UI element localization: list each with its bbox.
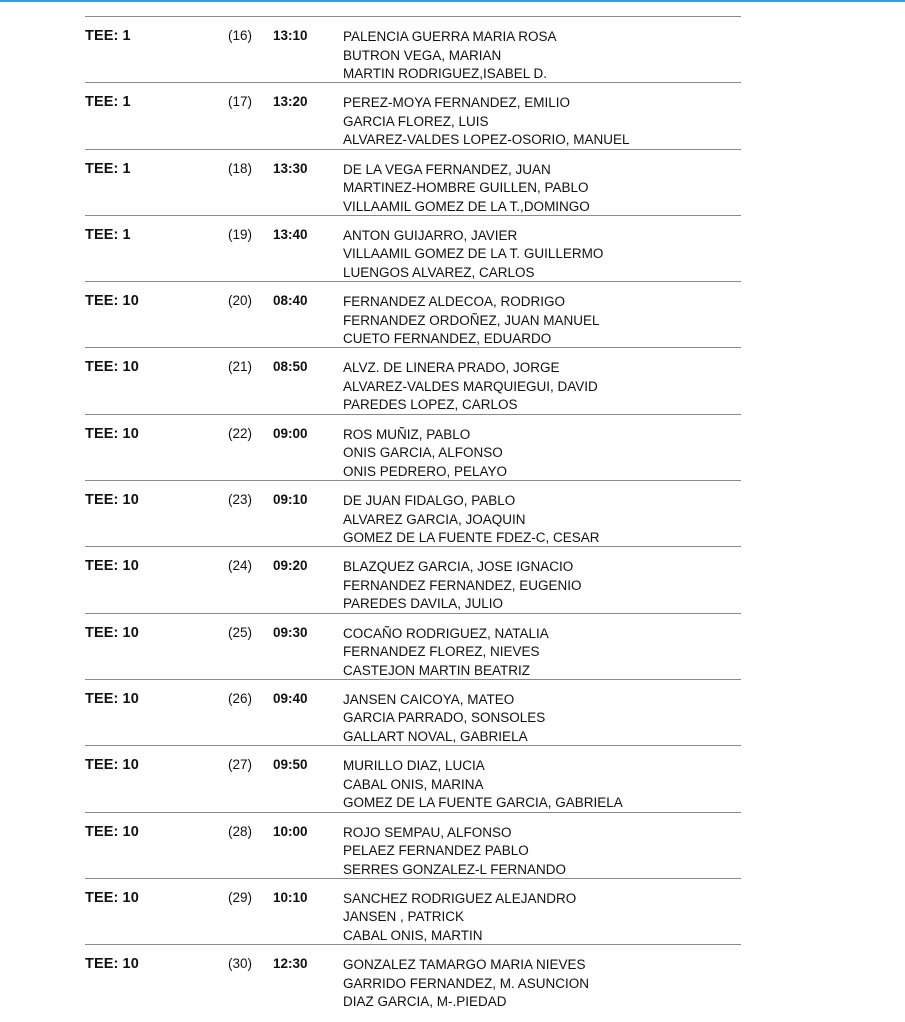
player-name: PALENCIA GUERRA MARIA ROSA <box>343 29 557 44</box>
player-name: ONIS PEDRERO, PELAYO <box>343 463 508 479</box>
table-row <box>85 879 741 945</box>
tee-label: TEE: 10 <box>85 823 139 840</box>
tee-time: 09:30 <box>273 624 308 640</box>
group-number: (24) <box>228 558 253 574</box>
player-name: VILLAAMIL GOMEZ DE LA T.,DOMINGO <box>343 198 590 214</box>
table-row <box>85 282 741 348</box>
table-row <box>85 746 741 812</box>
player-name: PEREZ-MOYA FERNANDEZ, EMILIO <box>343 95 571 111</box>
player-name: JANSEN , PATRICK <box>343 909 465 925</box>
player-name: ROJO SEMPAU, ALFONSO <box>343 824 512 840</box>
tee-label: TEE: 1 <box>85 160 131 177</box>
player-name: DE LA VEGA FERNANDEZ, JUAN <box>343 161 551 177</box>
player-list <box>343 757 623 813</box>
tee-label: TEE: 1 <box>85 226 131 243</box>
tee-label: TEE: 10 <box>85 293 139 310</box>
player-list <box>343 293 600 349</box>
player-name: MURILLO DIAZ, LUCIA <box>343 758 485 774</box>
table-row <box>85 481 741 547</box>
table-row <box>85 415 741 481</box>
player-name: GARCIA PARRADO, SONSOLES <box>343 710 546 726</box>
group-number: (23) <box>228 492 253 508</box>
tee-label: TEE: 1 <box>85 94 131 111</box>
player-name: COCAÑO RODRIGUEZ, NATALIA <box>343 625 549 641</box>
tee-time: 13:20 <box>273 94 308 110</box>
player-name: FERNANDEZ ORDOÑEZ, JUAN MANUEL <box>343 312 600 328</box>
group-number: (30) <box>228 956 253 972</box>
player-name: ANTON GUIJARRO, JAVIER <box>343 227 518 243</box>
player-name: CABAL ONIS, MARTIN <box>343 927 483 943</box>
table-row <box>85 547 741 613</box>
player-list <box>343 227 603 283</box>
player-name: ROS MUÑIZ, PABLO <box>343 426 471 442</box>
player-name: BLAZQUEZ GARCIA, JOSE IGNACIO <box>343 559 574 575</box>
group-number: (21) <box>228 359 253 375</box>
table-row <box>85 83 741 149</box>
tee-time: 12:30 <box>273 956 308 972</box>
tee-label: TEE: 10 <box>85 956 139 973</box>
tee-label: TEE: 1 <box>85 28 131 44</box>
tee-label: TEE: 10 <box>85 624 139 641</box>
tee-time: 13:10 <box>273 28 308 43</box>
player-list <box>343 492 600 548</box>
player-name: MARTINEZ-HOMBRE GUILLEN, PABLO <box>343 180 589 196</box>
tee-time: 13:30 <box>273 160 308 176</box>
player-name: FERNANDEZ ALDECOA, RODRIGO <box>343 294 566 310</box>
tee-label: TEE: 10 <box>85 889 139 906</box>
player-name: FERNANDEZ FLOREZ, NIEVES <box>343 644 540 660</box>
player-list <box>343 625 549 681</box>
player-list <box>343 94 630 150</box>
table-row <box>85 17 741 83</box>
player-name: FERNANDEZ FERNANDEZ, EUGENIO <box>343 577 582 593</box>
tee-label: TEE: 10 <box>85 690 139 707</box>
tee-time: 08:50 <box>273 359 308 375</box>
player-name: GONZALEZ TAMARGO MARIA NIEVES <box>343 957 586 973</box>
tee-time: 09:50 <box>273 757 308 773</box>
player-list <box>343 161 590 217</box>
player-name: CABAL ONIS, MARINA <box>343 776 484 792</box>
player-name: SERRES GONZALEZ-L FERNANDO <box>343 861 567 877</box>
group-number: (27) <box>228 757 253 773</box>
player-name: VILLAAMIL GOMEZ DE LA T. GUILLERMO <box>343 246 604 262</box>
table-row <box>85 813 741 879</box>
player-name: CUETO FERNANDEZ, EDUARDO <box>343 331 552 347</box>
player-name: JANSEN CAICOYA, MATEO <box>343 691 515 707</box>
player-name: GARRIDO FERNANDEZ, M. ASUNCION <box>343 975 590 991</box>
table-row <box>85 945 741 1011</box>
tee-label: TEE: 10 <box>85 425 139 442</box>
player-list <box>343 890 576 946</box>
player-name: BUTRON VEGA, MARIAN <box>343 47 502 63</box>
group-number: (18) <box>228 160 253 176</box>
group-number: (22) <box>228 425 253 441</box>
player-name: CASTEJON MARTIN BEATRIZ <box>343 662 531 678</box>
group-number: (19) <box>228 226 253 242</box>
group-number: (17) <box>228 94 253 110</box>
tee-time: 08:40 <box>273 293 308 309</box>
table-row <box>85 150 741 216</box>
player-list <box>343 426 507 482</box>
tee-label: TEE: 10 <box>85 757 139 774</box>
player-list <box>343 824 566 880</box>
table-row <box>85 614 741 680</box>
tee-time-table <box>85 16 741 1011</box>
player-name: SANCHEZ RODRIGUEZ ALEJANDRO <box>343 890 577 906</box>
player-name: PAREDES DAVILA, JULIO <box>343 596 504 612</box>
table-row <box>85 348 741 414</box>
player-name: ONIS GARCIA, ALFONSO <box>343 445 503 461</box>
group-number: (26) <box>228 690 253 706</box>
tee-time: 09:20 <box>273 558 308 574</box>
player-name: DIAZ GARCIA, M-.PIEDAD <box>343 994 507 1010</box>
group-number: (25) <box>228 624 253 640</box>
player-list <box>343 359 598 415</box>
tee-time: 13:40 <box>273 226 308 242</box>
tee-label: TEE: 10 <box>85 359 139 376</box>
tee-time: 10:00 <box>273 823 308 839</box>
group-number: (16) <box>228 28 253 43</box>
tee-label: TEE: 10 <box>85 558 139 575</box>
player-name: GOMEZ DE LA FUENTE FDEZ-C, CESAR <box>343 530 600 546</box>
player-name: ALVAREZ-VALDES MARQUIEGUI, DAVID <box>343 378 598 394</box>
group-number: (28) <box>228 823 253 839</box>
group-number: (20) <box>228 293 253 309</box>
player-name: ALVAREZ-VALDES LOPEZ-OSORIO, MANUEL <box>343 132 630 148</box>
table-row <box>85 216 741 282</box>
table-row <box>85 680 741 746</box>
player-name: GOMEZ DE LA FUENTE GARCIA, GABRIELA <box>343 795 623 811</box>
player-list <box>343 558 582 614</box>
tee-label: TEE: 10 <box>85 492 139 509</box>
player-name: GALLART NOVAL, GABRIELA <box>343 728 528 744</box>
tee-time: 09:10 <box>273 492 308 508</box>
player-name: ALVAREZ GARCIA, JOAQUIN <box>343 511 526 527</box>
player-name: ALVZ. DE LINERA PRADO, JORGE <box>343 360 560 376</box>
player-name: LUENGOS ALVAREZ, CARLOS <box>343 264 535 280</box>
top-accent-bar <box>0 0 905 2</box>
player-name: GARCIA FLOREZ, LUIS <box>343 113 489 129</box>
player-list <box>343 28 557 84</box>
player-name: DE JUAN FIDALGO, PABLO <box>343 493 516 509</box>
player-name: MARTIN RODRIGUEZ,ISABEL D. <box>343 66 548 81</box>
group-number: (29) <box>228 889 253 905</box>
player-list <box>343 691 545 747</box>
player-name: PAREDES LOPEZ, CARLOS <box>343 397 518 413</box>
tee-time: 09:00 <box>273 425 308 441</box>
tee-time: 09:40 <box>273 690 308 706</box>
player-list <box>343 956 589 1012</box>
player-name: PELAEZ FERNANDEZ PABLO <box>343 843 529 859</box>
tee-time: 10:10 <box>273 889 308 905</box>
